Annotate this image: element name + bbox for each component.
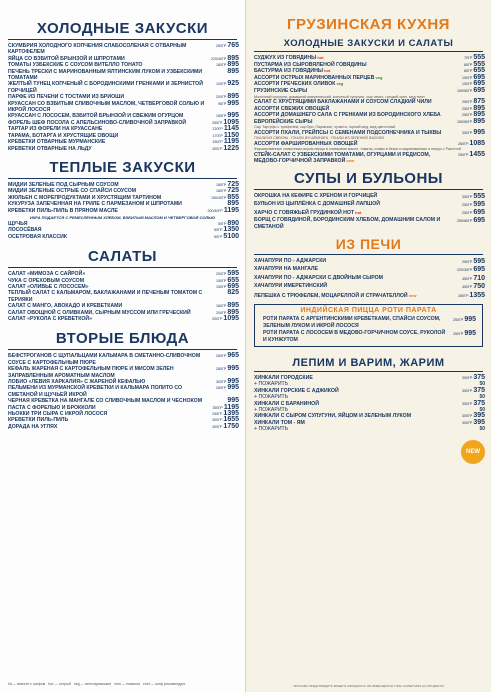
item-name: ПЕЧЕНЬ ТРЕСКИ С МАРИНОВАННЫМ ЯЛТИНСКИМ ЛУКОМ И УЗБЕКСКИМИ ТОМАТАМИ [8,68,203,82]
item-name: ХАЧАПУРИ ПО - АДЖАРСКИ [254,257,327,264]
item-weight: 300ГР [461,420,473,425]
item-price: 220/40ГР895 [210,54,239,62]
menu-item [0,290,245,303]
item-name: КРЕВЕТКИ ОТВАРНЫЕ МУРМАНСКИЕ [8,139,106,146]
item-weight: 300ГР [461,388,473,393]
item-price: 200ГР1095 [212,315,239,322]
item-price: 300ГР375 [461,399,485,407]
item-weight: 165ГР [215,114,227,119]
subsection-title-cold-salads: ХОЛОДНЫЕ ЗАКУСКИ И САЛАТЫ [283,38,454,49]
menu-item [246,106,491,113]
menu-item [0,208,245,214]
item-price: 250ГР695 [461,208,485,216]
menu-item [0,69,245,82]
item-weight: 150/50ГР [456,88,473,93]
item-price: 120ГР925 [215,80,239,88]
menu-subitem [246,426,491,432]
menu-item [0,101,245,114]
item-weight: 250ГР [461,259,473,264]
item-weight: 260ГР [458,141,469,146]
item-price: 100ГР695 [461,73,485,81]
pizza-title: ИНДИЙСКАЯ ПИЦЦА РОТИ ПАРАТА [300,306,437,314]
item-price: 180ГР895 [215,61,239,69]
item-name: ЩУЧЬЯ [8,220,28,227]
item-weight: 200ГР [215,95,227,100]
item-name: ПАСТА С ФОРЕЛЬЮ И БРОККОЛИ [8,404,96,411]
item-weight: 170ГР [212,133,223,138]
section-title-dumplings: ЛЕПИМ И ВАРИМ, ЖАРИМ [292,356,445,369]
menu-item [255,330,482,344]
item-name: РОТИ ПАРАТА С АРГЕНТИНСКИМИ КРЕВЕТКАМИ, СПАЙСИ СОУСОМ, ЗЕЛЕНЫМ ЛУКОМ И ИКРОЙ ЛОСОСЯ [263,315,441,329]
subitem-name: + ПОЖАРИТЬ [254,394,289,401]
item-name: КРЕВЕТКИ ПИЛЬ-ПИЛЬ В ПРЯНОМ МАСЛЕ [8,207,118,214]
item-weight: 80ГР [463,62,473,67]
georgian-list [246,55,491,165]
dumplings-list [246,375,491,433]
item-price: 50ГР890 [217,219,239,227]
allergy-footnote: ПРОСЬБА ПРЕДУПРЕДИТЬ ВАШЕГО ОФИЦИАНТА ОБ ИМЕЮЩИХСЯ У ВАС АЛЛЕРГИЯХ НА ПРОДУКТЫ [293,684,444,689]
item-price: 300ГР1225 [212,144,239,152]
item-price: 160ГР895 [215,302,239,310]
item-name: ПЕЛЬМЕНИ ИЗ МУРМАНСКОЙ КРЕВЕТКИ И КАЛЬМАРА ПОЛИТО СО СМЕТАНОЙ И ЩУЧЬЕЙ ИКРОЙ [8,385,183,398]
item-description: Сыр Тартуфо с трюфелем, сыр бри, Пармезан, чучкета, горный мед, мед цветочный [254,125,396,130]
item-price: 895 [227,200,239,208]
item-weight: 220/30ГР [456,268,473,273]
item-weight: 250ГР [452,331,464,336]
menu-item [0,366,245,379]
item-name: ТЕПЛЫЙ САЛАТ С КАЛЬМАРОМ, БАКЛАЖАНАМИ И ПЕЧЕНЫМ ТОМАТОМ С ТЕРИЯКИ [8,290,203,303]
item-price: 100ГР695 [461,80,485,88]
menu-item [0,424,245,430]
item-price: 250ГР595 [461,257,485,265]
menu-item [246,292,491,300]
item-name: КРУАССАН СО ВЗБИТЫМ СЛИВОЧНЫМ МАСЛОМ, ЧЕТВЕРГОВОЙ СОЛЬЮ И ИКРОЙ ЛОСОСЯ [8,100,205,114]
item-price: 80ГР655 [463,67,485,75]
menu-item [0,81,245,94]
item-name: СКУМБРИЯ ХОЛОДНОГО КОПЧЕНИЯ СЛАБОСОЛЕНАЯ С ОТВАРНЫМ КАРТОФЕЛЕМ [8,43,187,56]
item-name: ОСЕТРОВАЯ КЛАССИК [8,233,68,240]
item-weight: 250ГР [215,44,227,48]
item-name: ЖЮЛЬЕН С МОРЕПРОДУКТАМИ И ХРУСТЯЩИМ ТАРТИНОМ [8,194,162,201]
item-name: ЧУКА С ОРЕХОВЫМ СОУСОМ [8,277,85,284]
item-price: 250ГР1455 [458,150,485,158]
item-weight: 50ГР [217,221,227,226]
item-price: 220ГР1145 [212,125,239,133]
subitem-price: 50 [479,407,485,413]
item-price: 200ГР895 [215,93,239,101]
menu-item [246,141,491,148]
item-name: ЛОБИО «ЛЕВИЯ ХАРКАЛИЯ» С ЖАРЕНОЙ КЕФАЛЬЮ [8,379,146,386]
menu-item [0,234,245,240]
item-weight: 350ГР [212,405,223,410]
item-name: ЛОСОСЁВАЯ [8,227,42,234]
item-weight: 70ГР [463,56,473,60]
warm-list [0,182,245,214]
soups-list [246,193,491,231]
item-price: 70ГР555 [463,54,485,61]
item-name: ТОМАТЫ УЗБЕКСКИЕ С СОУСОМ ВИТЕЛЛО ТОНАТО [8,62,143,69]
item-weight: 95ГР [217,101,227,106]
menu-item [0,385,245,398]
item-description: Молочный сулугуни, домашний имеретинский, копченый сулугуни, сыр чечил, грецкий орех, мед тмин [254,94,425,99]
item-weight: 180ГР [215,63,227,68]
item-price: 250ГР875 [461,97,485,105]
item-price: 250ГР765 [215,42,239,49]
item-price: 250/80ГР695 [456,216,485,224]
item-name: ПУСТАРМА ИЗ СЫРОВЯЛЕНОЙ ГОВЯДИНЫ [254,61,367,68]
item-name: ФОРЕЛЬ ШЕФ ПОСОЛА С АПЕЛЬСИНОВО-СЛИВОЧНОЙ ЗАПРАВКОЙ [8,119,187,126]
item-price: 250ГР895 [461,111,485,119]
item-price: 825 [227,289,239,297]
item-weight: 150/50ГР [456,119,473,124]
item-weight: 220ГР [212,127,223,132]
menu-item [0,316,245,322]
section-title-cold: ХОЛОДНЫЕ ЗАКУСКИ [36,20,209,37]
item-name: ЧЕРНАЯ КРЕВЕТКА НА МАНГАЛЕ СО СЛИВОЧНЫМ МАСЛОМ И ЧЕСНОКОМ [8,398,203,405]
item-name: САЛАТ С ХРУСТЯЩИМИ БАКЛАЖАНАМИ И СОУСОМ СЛАДКИЙ ЧИЛИ [254,98,432,105]
item-name: САЛАТ С МАНГО, АВОКАДО И КРЕВЕТКАМИ [8,303,123,310]
subitem-price: 50 [479,381,485,388]
menu-item [246,283,491,291]
item-weight: 250/80ГР [456,218,473,223]
menu-item [246,209,491,217]
menu-item [246,112,491,119]
item-name: СУДЖУХ ИЗ ГОВЯДИНЫ hot [254,55,324,61]
item-weight: 250ГР [458,152,469,157]
item-price: 300ГР375 [461,373,485,381]
item-weight: 250ГР [452,317,464,322]
item-price: 450ГР710 [461,274,485,282]
menu-item [246,201,491,209]
section-title-salads: САЛАТЫ [88,248,157,266]
item-name: МИДИИ ЗЕЛЕНЫЕ ПОД СЫРНЫМ СОУСОМ [8,181,119,188]
item-price: 300ГР1750 [212,422,239,430]
item-price: 300ГР395 [461,418,485,426]
divider [8,267,237,268]
menu-item [246,266,491,274]
divider [254,51,483,52]
item-price: 300ГР995 [215,378,239,386]
divider [8,39,237,40]
menu-item [0,353,245,366]
item-name: ОКРОШКА НА КЕФИРЕ С ХРЕНОМ И ГОРЧИЦЕЙ [254,192,378,199]
item-price: 300ГР375 [461,386,485,394]
menu-item [246,68,491,75]
item-name: ЛЕПЕШКА С ТРЮФЕЛЕМ, МОЦАРЕЛЛОЙ И СТРАЧАТЕЛЛОЙ new [254,292,417,299]
item-name: ДОРАДА НА УГЛЯХ [8,423,58,430]
menu-item [246,62,491,69]
subitem-name: + ПОЖАРИТЬ [254,407,289,413]
menu-item [246,258,491,266]
item-weight: 80ГР [463,69,473,74]
mains-list [0,353,245,430]
item-name: КРУАССАН С ЛОСОСЕМ, ВЗБИТОЙ БРЫНЗОЙ И СВЕЖИМ ОГУРЦОМ [8,113,184,120]
item-name: ХИНКАЛИ ГОРОДСКИЕ [254,374,313,381]
item-name: ХИНКАЛИ ТОМ - ЯМ [254,419,305,426]
menu-item [255,316,482,330]
item-name: ХИНКАЛИ ГОРСКИЕ С АДЖИКОЙ [254,387,339,394]
item-name: НЬОККИ ТРИ СЫРА С ИКРОЙ ЛОСОСЯ [8,411,108,418]
item-name: АССОРТИ ФАРШИРОВАННЫХ ОВОЩЕЙ [254,140,358,147]
item-weight: 300ГР [461,401,473,406]
item-weight: 250ГР [461,106,473,111]
item-price: 280ГР995 [215,384,239,392]
item-name: ХИНКАЛИ С СЫРОМ СУЛУГУНИ, ЯЙЦОМ И ЗЕЛЕНЫМ ЛУКОМ [254,413,412,420]
new-tag: new [407,292,417,298]
divider [254,189,483,190]
item-price: 250ГР995 [452,315,476,323]
oven-list [246,258,491,300]
item-price: 250ГР1395 [212,410,239,418]
item-name: АССОРТИ ОСТРЫХ МАРИНОВАННЫХ ПЕРЦЕВ veg [254,74,383,81]
item-weight: 280ГР [458,293,469,298]
item-name: КУКУРУЗА ЗАПЕЧЕННАЯ НА ГРИЛЕ С ПАРМЕЗАНОМ И ШПРОТАМИ [8,201,182,208]
item-weight: 220/40ГР [210,56,227,61]
item-name: КРЕВЕТКИ ПИЛЬ-ПИЛЬ [8,417,69,424]
subitem-price: 50 [479,394,485,401]
menu-item [246,130,491,137]
item-name: АССОРТИ ПХАЛИ, ГРЕЙПСЫ С СЕМЕНАМИ ПОДСОЛНЕЧНИКА И ТЫКВЫ [254,129,442,136]
item-weight: 120ГР [215,82,227,87]
section-title-mains: ВТОРЫЕ БЛЮДА [55,330,190,348]
item-price: 995 [227,397,239,405]
item-weight: 50ГР [214,228,223,233]
item-weight: 150/40ГР [210,195,227,200]
subitem-name: + ПОЖАРИТЬ [254,426,289,433]
pizza-list [255,316,482,344]
item-price: 80ГР555 [463,60,485,68]
menu-item [246,55,491,62]
item-name: САЛАТ «МИМОЗА С САЙРОЙ» [8,271,86,278]
left-column [0,0,245,692]
item-name: ХИНКАЛИ С БАРАНИНОЙ [254,400,319,407]
item-price: 50ГР5100 [214,232,239,240]
section-title-warm: ТЕПЛЫЕ ЗАКУСКИ [49,158,196,176]
item-price: 150/40ГР855 [210,193,239,201]
item-name: ЯЙЦА СО ВЗБИТОЙ БРЫНЗОЙ И ШПРОТАМИ [8,55,125,62]
item-price: 150/50ГР695 [456,86,485,94]
item-price: 260ГР1085 [458,139,485,147]
item-weight: 300ГР [461,375,473,380]
item-name: БЕФСТРОГАНОВ С ЩУПАЛЬЦАМИ КАЛЬМАРА В СМЕТАННО-СЛИВОЧНОМ СОУСЕ С КАРТОФЕЛЬНЫМ ПЮРЕ [8,353,201,366]
item-price: 170ГР1150 [212,131,239,139]
item-name: САЛАТ «ОЛИВЬЕ С ЛОСОСЕМ» [8,283,89,290]
item-weight: 180ГР [215,182,227,187]
item-name: ХАЧАПУРИ НА МАНГАЛЕ [254,266,318,273]
item-name: АССОРТИ СВЕЖИХ ОВОЩЕЙ [254,105,330,112]
menu-item [246,275,491,283]
menu-item [246,217,491,231]
item-weight: 100ГР [461,82,473,87]
menu-item [246,88,491,95]
item-name: АССОРТИ ГРЕЧЕСКИХ ОЛИВОК veg [254,81,344,88]
item-description: Фаршированные сливочным сыром перцы в оливковом масле, томаты, сливы в бекон и маринованные и перцы с Рикоттой [254,147,461,152]
item-price: 200ГР895 [215,308,239,316]
item-name: ПАРФЕ ИЗ ПЕЧЕНИ С ТОСТАМИ ИЗ БРИОШИ [8,94,125,101]
divider [8,178,237,179]
item-price: 150/50ГР895 [456,117,485,125]
item-price: 250ГР1095 [212,118,239,126]
item-weight: 450ГР [461,276,473,281]
legend-entry: chef — шеф рекомендует [142,682,186,686]
section-title-georgian: ГРУЗИНСКАЯ КУХНЯ [287,16,450,33]
item-weight: 50ГР [214,234,223,239]
item-name: САЛАТ ОВОЩНОЙ С ОЛИВКАМИ, СЫРНЫМ МУССОМ ИЛИ ГРЕЧЕСКИЙ [8,309,191,316]
item-price: 280ГР1355 [458,291,485,299]
item-name: ХАРЧО С ГОВЯЖЬЕЙ ГРУДИНКОЙ НОТ hot [254,209,362,216]
salads-list [0,271,245,322]
item-weight: 280ГР [215,367,227,372]
item-weight: 100ГР [461,75,473,80]
item-weight: 250ГР [212,140,223,145]
item-price: 150ГР695 [215,282,239,290]
item-price: 300ГР995 [461,128,485,136]
subitem-name: + ПОЖАРИТЬ [254,381,289,388]
item-price: 250ГР995 [452,329,476,337]
item-price: 250ГР1195 [212,138,239,146]
cold-list [0,43,245,152]
item-weight: 250ГР [212,412,223,417]
item-name: ХАЧАПУРИ ИМЕРЕТИНСКИЙ [254,283,328,290]
menu-item [246,81,491,88]
legend-entry: veg — вегетарианские [73,682,112,686]
item-name: ТАРАМА, БОТАРГА И ХРУСТЯЩИЕ ОВОЩИ [8,132,119,139]
item-weight: 300ГР [212,424,223,429]
item-name: ХАЧАПУРИ ПО - АДЖАРСКИ С ДВОЙНЫМ СЫРОМ [254,274,383,281]
item-name: АССОРТИ ДОМАШНЕГО САЛА С ГРЕНКАМИ ИЗ БОРОДИНСКОГО ХЛЕБА [254,112,441,119]
item-name: ГРУЗИНСКИЕ СЫРЫ [254,87,308,94]
hot-tag: hot [354,209,362,215]
caviar-list [0,221,245,240]
item-weight: 150ГР [215,284,227,289]
item-price: 300ГР395 [461,412,485,420]
item-price: 280ГР995 [215,365,239,373]
item-price: 400ГР750 [461,283,485,291]
item-name: БУЛЬОН ИЗ ЦЫПЛЁНКА С ДОМАШНЕЙ ЛАПШОЙ [254,200,380,207]
menu-item [246,99,491,106]
legend-entry: hot — острый [48,682,71,686]
item-weight: 280ГР [215,354,227,359]
item-price: 200ГР595 [215,270,239,278]
subitem-price: 50 [479,426,485,433]
item-weight: 160ГР [215,304,227,309]
item-weight: 200ГР [215,310,227,315]
right-column [246,0,491,692]
item-weight: 300ГР [461,130,473,135]
item-weight: 250ГР [461,210,473,215]
item-weight: 250ГР [461,202,473,207]
item-weight: 180ГР [215,189,227,194]
item-price: 895 [227,67,239,75]
item-weight: 200ГР [215,272,227,277]
item-weight: 400ГР [461,285,473,290]
item-price: 150ГР655 [215,276,239,284]
item-weight: 250ГР [461,99,473,104]
item-weight: 300ГР [461,194,473,199]
menu-item [246,193,491,201]
item-price: 165ГР995 [215,112,239,120]
item-price: 50ГР1350 [214,226,239,234]
legend-entry: new — новинка [114,682,140,686]
item-name: КЕФАЛЬ ЖАРЕНАЯ С КАРТОФЕЛЬНЫМ ПЮРЕ И МИСОМ ЗЕЛЕН ЗАПРАВЛЕННЫМ АРОМАТНЫМ МАСЛОМ [8,366,174,379]
item-name: БАСТУРМА ИЗ ГОВЯДИНЫ hot [254,68,331,75]
item-weight: 300ГР [212,418,223,423]
item-weight: 250ГР [461,113,473,118]
item-weight: 300ГР [461,414,473,419]
item-weight: 250ГР [212,120,223,125]
item-price: 180ГР725 [215,187,239,195]
item-description: ПХАЛИ ИЗ СВЕКЛЫ · ПХАЛИ ИЗ ШПИНАТА · ПХАЛИ ИЗ ЗЕЛЕНОЙ ФАСОЛИ [254,136,384,141]
divider [8,349,237,350]
veg-tag: veg [335,81,344,87]
item-price: 200/40ГР1195 [207,206,239,214]
item-name: ЖЕЛТЫЙ ТУНЕЦ КОПЧЕНЫЙ С БОРОДИНСКИМИ ГРЕНКАМИ И ЗЕРНИСТОЙ ГОРЧИЦЕЙ [8,81,203,94]
item-weight: 300ГР [212,146,223,151]
caviar-note: ИКРА ПОДАЕТСЯ С РЕМЕСЛЕННЫМ ХЛЕБОМ, ВЗБИТЫМ МАСЛОМ И ЧЕТВЕРГОВОЙ СОЛЬЮ [29,214,216,220]
menu-item [246,119,491,126]
legend-entry: hit — вместе с шефом [8,682,46,686]
item-name: ТАРТАР ИЗ ФОРЕЛИ НА КРУАССАНЕ [8,126,103,133]
item-name: РОТИ ПАРАТА С ЛОСОСЕМ В МЕДОВО-ГОРЧИЧНОМ СОУСЕ, РУКОЛОЙ И КУНЖУТОМ [263,329,446,343]
item-price: 180ГР725 [215,180,239,188]
item-price: 300ГР1655 [212,416,239,424]
item-name: БОРЩ С ГОВЯДИНОЙ, БОРОДИНСКИМ ХЛЕБОМ, ДОМАШНИМ САЛОМ И СМЕТАНОЙ [254,216,441,230]
new-tag: new [345,158,355,164]
divider [254,254,483,255]
item-weight: 200ГР [212,317,223,321]
item-price: 350ГР1195 [212,403,239,411]
menu-item [0,146,245,152]
menu-item [246,152,491,165]
menu-item [246,75,491,82]
menu-item [0,43,245,56]
item-name: СТЕЙК-САЛАТ С УЗБЕКСКИМИ ТОМАТАМИ, ОГУРЦАМИ И РЕДИСОМ, МЕДОВО-ГОРЧИЧНОЙ ЗАПРАВКОЙ new [254,151,431,165]
hot-tag: hot [316,55,324,60]
item-name: МИДИИ ЗЕЛЕНЫЕ ОСТРЫЕ СО СПАЙСИ СОУСОМ [8,188,137,195]
item-weight: 200/40ГР [207,208,223,213]
hot-tag: hot [322,68,331,74]
item-name: САЛАТ «РУКОЛА С КРЕВЕТКОЙ» [8,316,93,322]
new-badge: NEW [461,440,485,464]
section-title-oven: ИЗ ПЕЧИ [335,235,402,252]
pizza-box [254,304,483,347]
item-name: КРЕВЕТКИ ОТВАРНЫЕ НА ЛЬДУ [8,145,92,152]
item-price: 95ГР995 [217,99,239,107]
item-weight: 150ГР [215,278,227,283]
item-price: 250ГР895 [461,104,485,112]
item-price: 300ГР555 [461,192,485,200]
item-price: 280ГР965 [215,352,239,360]
item-price: 250ГР595 [461,200,485,208]
divider [254,371,483,372]
legend [8,682,186,686]
item-weight: 280ГР [215,386,227,391]
veg-tag: veg [374,74,383,80]
item-price: 220/30ГР695 [456,266,485,274]
section-title-soups: СУПЫ И БУЛЬОНЫ [293,169,443,187]
item-name: ЕВРОПЕЙСКИЕ СЫРЫ [254,118,313,125]
item-weight: 300ГР [215,380,227,385]
